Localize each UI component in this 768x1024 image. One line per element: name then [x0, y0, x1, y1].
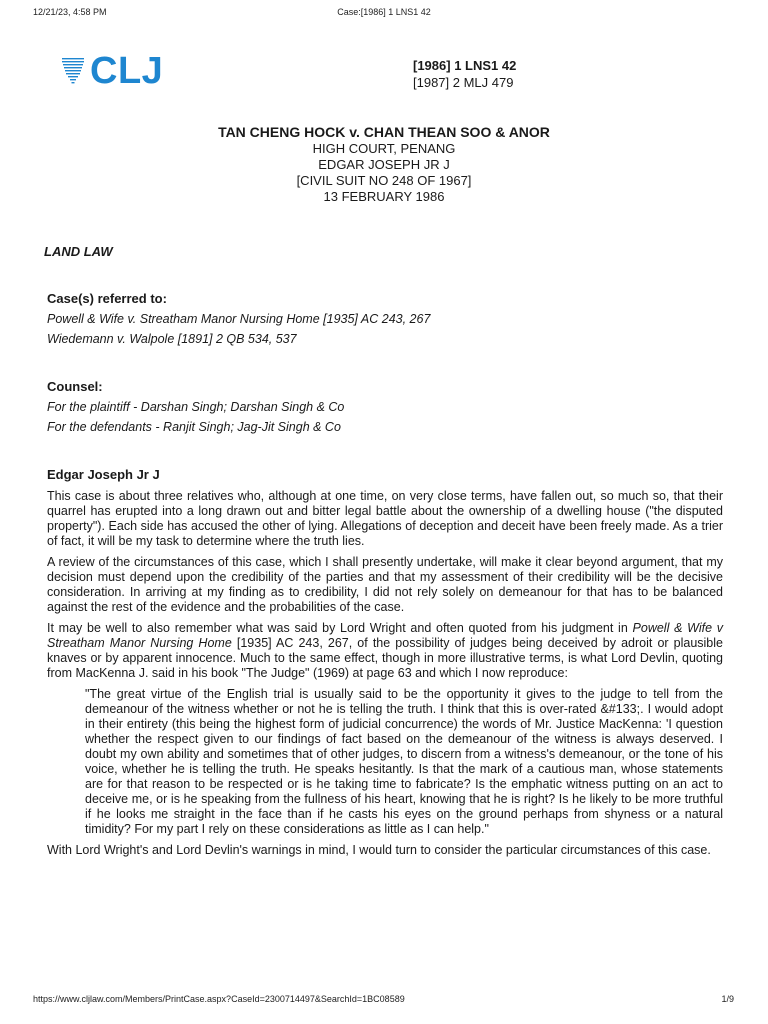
judgment-paragraph-4: With Lord Wright's and Lord Devlin's warnings in mind, I would turn to consider the particular circumstances of this case. — [47, 843, 711, 857]
counsel-heading: Counsel: — [47, 379, 103, 394]
clj-logo — [62, 50, 182, 94]
case-title: TAN CHENG HOCK v. CHAN THEAN SOO & ANOR — [218, 124, 550, 140]
referred-case: Wiedemann v. Walpole [1891] 2 QB 534, 537 — [47, 332, 297, 346]
court-name: HIGH COURT, PENANG — [312, 141, 456, 156]
suit-number: [CIVIL SUIT NO 248 OF 1967] — [296, 173, 472, 188]
subject-heading: LAND LAW — [44, 244, 113, 259]
print-page-title: Case:[1986] 1 LNS1 42 — [337, 7, 431, 17]
judgment-judge-heading: Edgar Joseph Jr J — [47, 467, 160, 482]
referred-case: Powell & Wife v. Streatham Manor Nursing Home [1935] AC 243, 267 — [47, 312, 431, 326]
primary-citation: [1986] 1 LNS1 42 — [413, 58, 517, 73]
judgment-paragraph-3 — [47, 621, 723, 681]
logo-text: CLJ — [90, 50, 164, 92]
counsel-defendants: For the defendants - Ranjit Singh; Jag-Jit Singh & Co — [47, 420, 341, 434]
citations — [413, 57, 516, 91]
judgment-date: 13 FEBRUARY 1986 — [323, 189, 445, 204]
devlin-quote: "The great virtue of the English trial is usually said to be the opportunity it gives to the judge to tell from the demeanour of the witness whether or not he is telling the truth. I think that this is over-rated &#133;. I would adopt in their entirety (this being the highest form of judicial concurrence) the words of Mr. Justice MacKenna: 'I question whether the respect given to our findings of fact based on the demeanour of the witness is always deserved. I doubt my own ability and sometimes that of other judges, to discern from a witness's demeanour, or the tone of his voice, whether he is telling the truth. He speaks hesitantly. Is that the mark of a cautious man, whose statements are for that reason to be respected or is he taking time to fabricate? Is the emphatic witness putting on an act to deceive me, or is he speaking from the fullness of his heart, knowing that he is right? Is he likely to be more truthful if he looks me straight in the face than if he casts his eyes on the ground perhaps from shyness or a natural timidity? For my part I rely on these considerations as little as I can help." — [85, 687, 723, 836]
cases-referred-heading: Case(s) referred to: — [47, 291, 167, 306]
counsel-plaintiff: For the plaintiff - Darshan Singh; Darshan Singh & Co — [47, 400, 345, 414]
secondary-citation: [1987] 2 MLJ 479 — [413, 75, 514, 90]
page-number: 1/9 — [721, 994, 734, 1004]
p3-text-before: It may be well to also remember what was said by Lord Wright and often quoted from his judgment in — [47, 621, 633, 635]
case-body — [44, 244, 724, 864]
judgment-paragraph-2: A review of the circumstances of this case, which I shall presently undertake, will make it clear beyond argument, that my decision must depend upon the credibility of the parties and that my assessment of their credibility will be the decisive consideration. In arriving at my finding as to credibility, I did not rely solely on demeanour for that has to be balanced against the rest of the evidence and the probabilities of the case. — [47, 555, 723, 614]
judgment-paragraph-1: This case is about three relatives who, although at one time, on very close terms, have fallen out, so much so, that their quarrel has erupted into a long drawn out and bitter legal battle about the ownership of a dwelling house ("the disputed property"). Each side has accused the other of lying. Allegations of deception and deceit have been freely made. As a trier of fact, it will be my task to determine where the truth lies. — [47, 489, 723, 548]
case-title-block — [0, 124, 768, 205]
print-datetime: 12/21/23, 4:58 PM — [33, 7, 107, 17]
print-url: https://www.cljlaw.com/Members/PrintCase.aspx?CaseId=2300714497&SearchId=1BC08589 — [33, 994, 405, 1004]
judge-name: EDGAR JOSEPH JR J — [318, 157, 450, 172]
p3-text-after: [1935] AC 243, 267, of the possibility of judges being deceived by adroit or plausible knaves or by apparent innocence. Much to the same effect, though in more illustrative terms, is what Lord Devlin, quoting from MacKenna J. said in his book "The Judge" (1969) at page 63 and which I now reproduce: — [47, 636, 723, 680]
logo-grid-icon — [62, 58, 84, 86]
p3-case-name: Powell & Wife v Streatham Manor Nursing Home — [47, 621, 724, 650]
print-header — [0, 7, 768, 21]
